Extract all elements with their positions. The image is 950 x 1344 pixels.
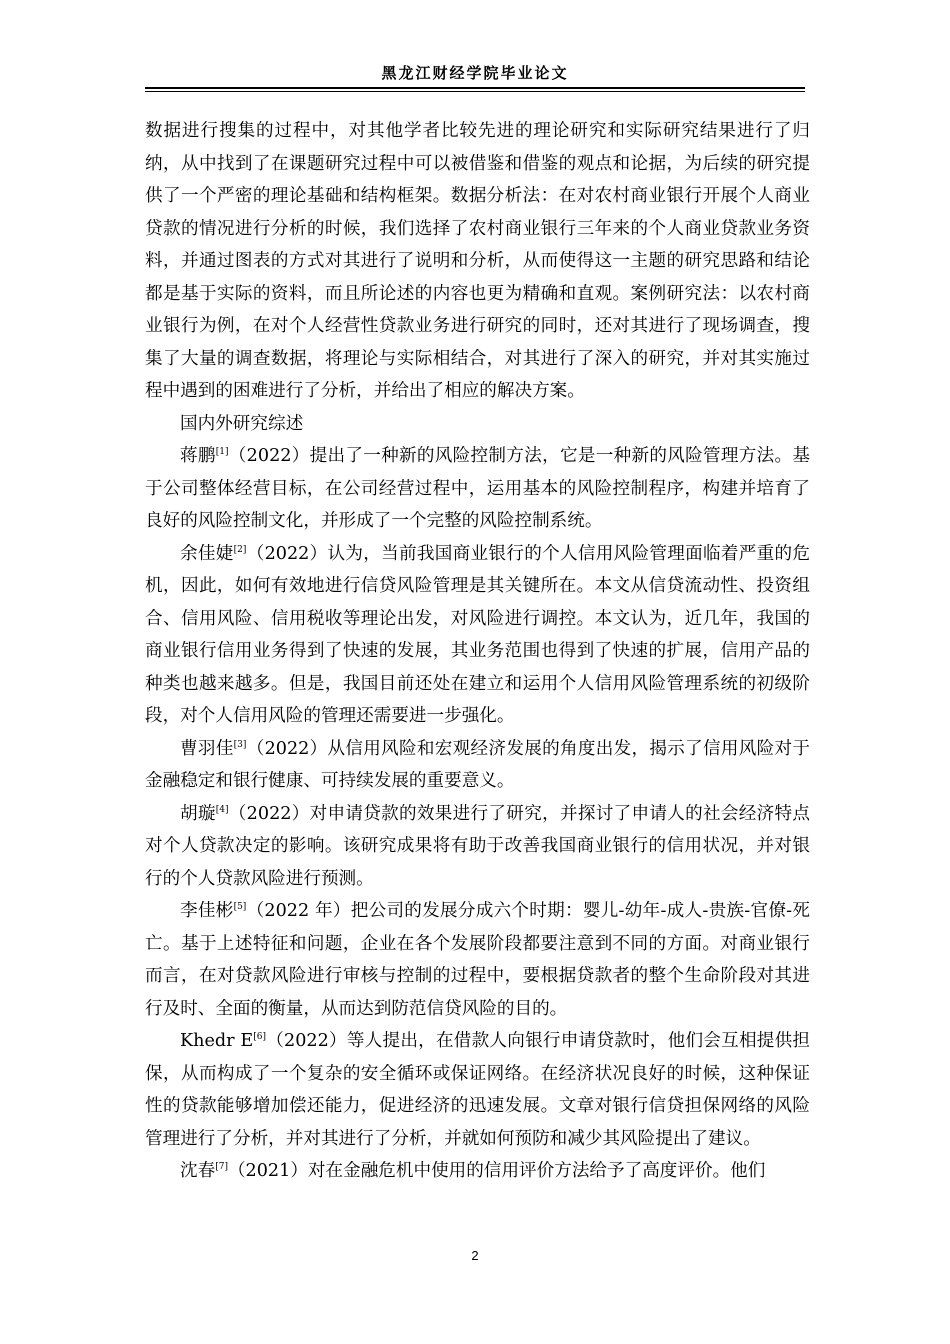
citation-ref: [3] (233, 739, 247, 750)
page-header-title: 黑龙江财经学院毕业论文 (381, 64, 569, 82)
paragraph-shen-chun (145, 1155, 810, 1188)
page-number: 2 (471, 1248, 479, 1263)
paragraph-text: （2022 年）把公司的发展分成六个时期：婴儿-幼年-成人-贵族-官僚-死亡。基于上述特征和问题，企业在各个发展阶段都要注意到不同的方面。对商业银行而言，在对贷款风险进行审核与控制的过程中，要根据贷款者的整个生命阶段对其进行及时、全面的衡量，从而达到防范信贷风险的目的。 (145, 901, 810, 1019)
citation-author: Khedr E (180, 1031, 254, 1051)
paragraph-khedr (145, 1025, 810, 1155)
paragraph-li-jiabin (145, 895, 810, 1025)
paragraph-jiang-peng (145, 440, 810, 538)
citation-author: 沈春 (180, 1161, 216, 1181)
paragraph-text: （2022）提出了一种新的风险控制方法，它是一种新的风险管理方法。基于公司整体经营目标，在公司经营过程中，运用基本的风险控制程序，构建并培育了良好的风险控制文化，并形成了一个完整的风险控制系统。 (145, 446, 810, 531)
citation-ref: [6] (253, 1032, 266, 1042)
body-text (145, 115, 810, 1188)
citation-ref: [7] (215, 1162, 228, 1172)
citation-author: 胡璇 (180, 803, 216, 824)
citation-author: 余佳婕 (180, 543, 234, 564)
citation-author: 李佳彬 (180, 901, 234, 921)
paragraph-text: （2022）认为，当前我国商业银行的个人信用风险管理面临着严重的危机，因此，如何有效地进行信贷风险管理是其关键所在。本文从信贷流动性、投资组合、信用风险、信用税收等理论出发，对风险进行调控。本文认为，近几年，我国的商业银行信用业务得到了快速的发展，其业务范围也得到了快速的扩展，信用产品的种类也越来越多。但是，我国目前还处在建立和运用个人信用风险管理系统的初级阶段，对个人信用风险的管理还需要进一步强化。 (145, 543, 810, 726)
citation-ref: [1] (215, 447, 229, 457)
section-heading-literature-review: 国内外研究综述 (180, 413, 304, 434)
paragraph-yu-jiajie (145, 538, 810, 733)
paragraph-cao-yujia (145, 733, 810, 798)
paragraph-text: （2022）对申请贷款的效果进行了研究，并探讨了申请人的社会经济特点对个人贷款决定的影响。该研究成果将有助于改善我国商业银行的信用状况，并对银行的个人贷款风险进行预测。 (145, 803, 810, 889)
citation-ref: [2] (233, 544, 247, 555)
header-rule-thin (145, 91, 805, 92)
header-rule-thick (145, 87, 805, 89)
paragraph-hu-xuan (145, 798, 810, 896)
paragraph-text: （2022）从信用风险和宏观经济发展的角度出发，揭示了信用风险对于金融稳定和银行健康、可持续发展的重要意义。 (145, 738, 810, 791)
citation-author: 曹羽佳 (180, 738, 234, 759)
paragraph-text: （2022）等人提出，在借款人向银行申请贷款时，他们会互相提供担保，从而构成了一个复杂的安全循环或保证网络。在经济状况良好的时候，这种保证性的贷款能够增加偿还能力，促进经济的迅速发展。文章对银行信贷担保网络的风险管理进行了分析，并对其进行了分析，并就如何预防和减少其风险提出了建议。 (145, 1031, 811, 1149)
paragraph-methods: 数据进行搜集的过程中，对其他学者比较先进的理论研究和实际研究结果进行了归纳，从中找到了在课题研究过程中可以被借鉴和借鉴的观点和论据，为后续的研究提供了一个严密的理论基础和结构框架。数据分析法：在对农村商业银行开展个人商业贷款的情况进行分析的时候，我们选择了农村商业银行三年来的个人商业贷款业务资料，并通过图表的方式对其进行了说明和分析，从而使得这一主题的研究思路和结论都是基于实际的资料，而且所论述的内容也更为精确和直观。案例研究法：以农村商业银行为例，在对个人经营性贷款业务进行研究的同时，还对其进行了现场调查，搜集了大量的调查数据，将理论与实际相结合，对其进行了深入的研究，并对其实施过程中遇到的困难进行了分析，并给出了相应的解决方案。 (145, 121, 810, 401)
citation-ref: [4] (215, 804, 229, 815)
paragraph-text: （2021）对在金融危机中使用的信用评价方法给予了高度评价。他们 (227, 1161, 766, 1181)
citation-ref: [5] (233, 902, 247, 912)
citation-author: 蒋鹏 (180, 446, 216, 466)
